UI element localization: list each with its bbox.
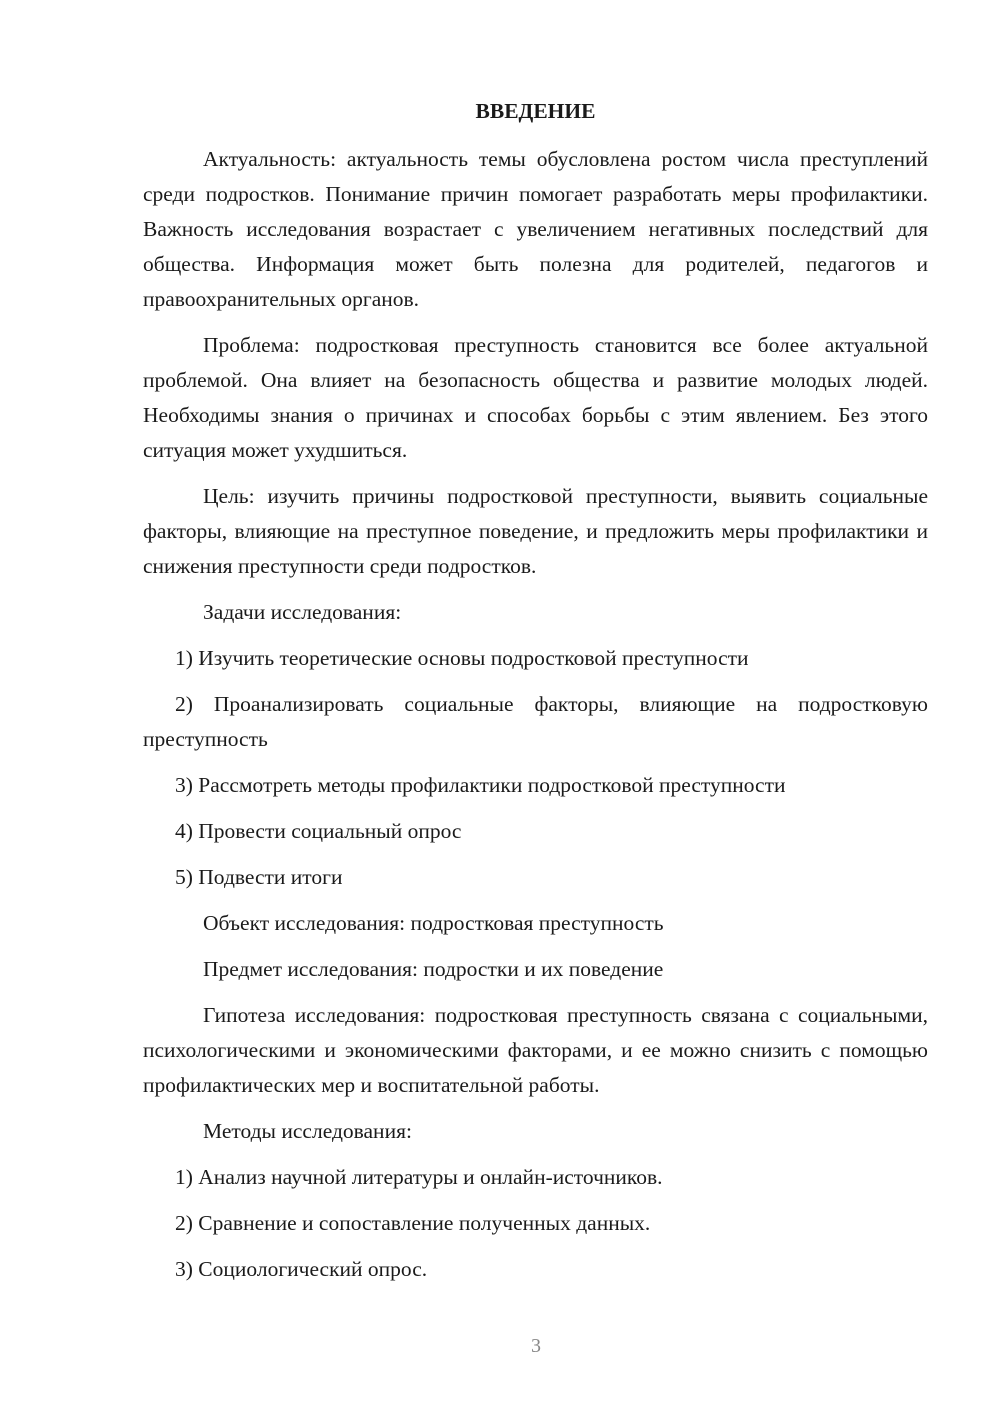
document-page (143, 94, 928, 1298)
goal-paragraph: Цель: изучить причины подростковой преступности, выявить социальные факторы, влияющие на преступное поведение, и предложить меры профилактики и снижения преступности среди подростков. (143, 484, 928, 578)
hypothesis-paragraph: Гипотеза исследования: подростковая преступность связана с социальными, психологическими и экономическими факторами, и ее можно снизить с помощью профилактических мер и воспитательной работы. (143, 1003, 928, 1097)
method-item-3: 3) Социологический опрос. (175, 1257, 428, 1281)
tasks-heading: Задачи исследования: (203, 600, 402, 624)
method-item-2: 2) Сравнение и сопоставление полученных данных. (175, 1211, 651, 1235)
page-number: 3 (531, 1335, 541, 1357)
page-title: ВВЕДЕНИЕ (475, 99, 596, 123)
relevance-paragraph: Актуальность: актуальность темы обусловлена ростом числа преступлений среди подростков. Понимание причин помогает разработать меры профилактики. Важность исследования возрастает с увеличением негативных последствий для общества. Информация может быть полезна для родителей, педагогов и правоохранительных органов. (143, 147, 928, 311)
methods-heading: Методы исследования: (203, 1119, 412, 1143)
method-item-1: 1) Анализ научной литературы и онлайн-источников. (175, 1165, 663, 1189)
task-item-3: 3) Рассмотреть методы профилактики подростковой преступности (175, 773, 786, 797)
task-item-5: 5) Подвести итоги (175, 865, 343, 889)
task-item-4: 4) Провести социальный опрос (175, 819, 462, 843)
research-subject: Предмет исследования: подростки и их поведение (203, 957, 664, 981)
task-item-1: 1) Изучить теоретические основы подростковой преступности (175, 646, 749, 670)
research-object: Объект исследования: подростковая преступность (203, 911, 664, 935)
task-item-2: 2) Проанализировать социальные факторы, влияющие на подростковую преступность (143, 692, 928, 751)
problem-paragraph: Проблема: подростковая преступность становится все более актуальной проблемой. Она влияет на безопасность общества и развитие молодых людей. Необходимы знания о причинах и способах борьбы с этим явлением. Без этого ситуация может ухудшиться. (143, 333, 928, 462)
